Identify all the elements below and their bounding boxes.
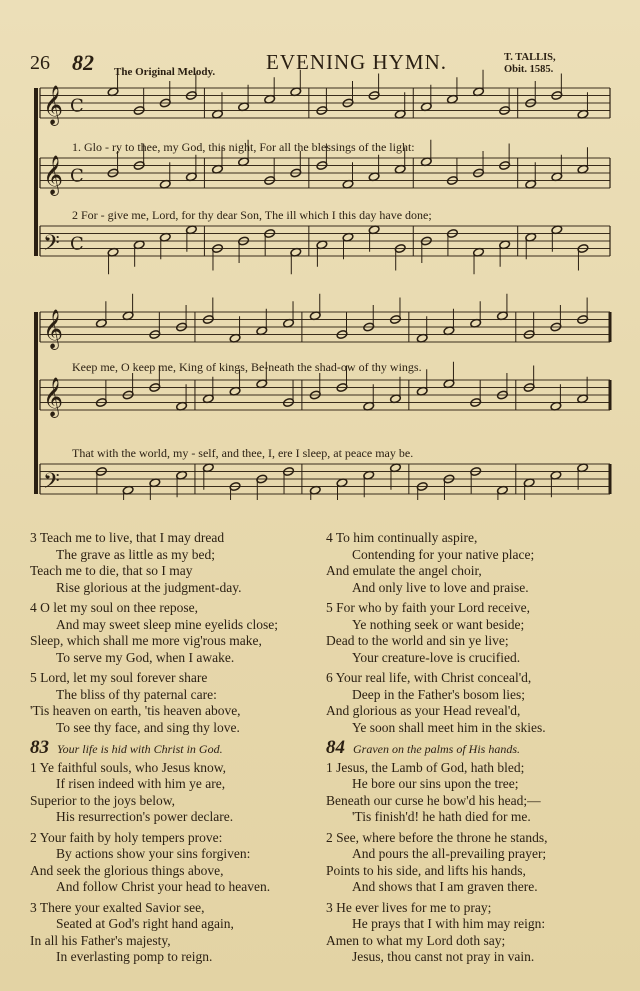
page-title: EVENING HYMN. [266,50,447,74]
stanza [326,600,616,666]
verse-line: In all his Father's majesty, [30,932,171,948]
hymn-number: 84 [326,737,345,758]
verse-line: And emulate the angel choir, [326,563,482,578]
verse-line: Rise glorious at the judgment-day. [56,579,242,595]
melody-note: The Original Melody. [114,66,216,78]
common-time: C [70,233,84,255]
stanza [326,900,616,966]
verse-line: And may sweet sleep mine eyelids close; [56,616,278,632]
verse-line: Beneath our curse he bow'd his head;— [326,792,541,808]
verse-line: 3 Teach me to live, that I may dread [30,530,225,545]
verse-line: 2 See, where before the throne he stands, [326,829,548,845]
common-time: C [70,165,84,187]
verse-line: And only live to love and praise. [352,579,529,595]
verse-line: 1 Jesus, the Lamb of God, hath bled; [326,759,525,775]
verse-line: Amen to what my Lord doth say; [326,932,506,948]
verse-line: The grave as little as my bed; [56,546,215,562]
verse-line: Ye nothing seek or want beside; [352,616,525,632]
verse-line: And shows that I am graven there. [352,879,538,894]
verse-line: 5 For who by faith your Lord receive, [326,600,530,615]
stanza [30,760,315,826]
verse-line: And seek the glorious things above, [30,862,224,878]
right-column [326,530,616,970]
hymn-83-heading [30,737,315,758]
verse-line: 'Tis heaven on earth, 'tis heaven above, [30,703,241,718]
verse-line: Dead to the world and sin ye live; [326,633,509,648]
stanza [326,830,616,896]
treble-clef: 𝄞 [43,155,64,195]
verse-line: And follow Christ your head to heaven. [56,879,271,894]
hymn-subtitle: Your life is hid with Christ in God. [57,742,223,756]
verse-line: Your creature-love is crucified. [352,649,521,665]
verse-line: 4 To him continually aspire, [326,530,478,545]
verse-line: 5 Lord, let my soul forever share [30,670,208,685]
verse-line: If risen indeed with him ye are, [56,776,226,791]
verse-line: The bliss of thy paternal care: [56,686,217,702]
stanza [30,830,315,896]
hymn-subtitle: Graven on the palms of His hands. [353,742,520,756]
stanza [326,670,616,736]
verse-line: 2 Your faith by holy tempers prove: [30,829,223,845]
verse-line: Contending for your native place; [352,546,535,562]
treble-clef: 𝄞 [43,85,64,125]
verse-line: He bore our sins upon the tree; [352,776,519,791]
verse-line: Points to his side, and lifts his hands, [326,862,526,878]
verse-line: Superior to the joys below, [30,792,175,808]
lyric-system1-verse1: 1. Glo - ry to thee, my God, this night, For all the blessings of the light: [72,140,415,154]
verse-line: And glorious as your Head reveal'd, [326,703,521,718]
verse-line: Sleep, which shall me more vig'rous make, [30,633,262,648]
verse-line: He prays that I with him may reign: [352,916,546,931]
verse-line: 6 Your real life, with Christ conceal'd, [326,670,532,685]
stanza [326,760,616,826]
verse-line: Ye soon shall meet him in the skies. [352,719,546,735]
stanza [326,530,616,596]
hymn-84-heading [326,737,616,758]
verse-line: 1 Ye faithful souls, who Jesus know, [30,759,227,775]
stanza [30,670,315,736]
verse-line: In everlasting pomp to reign. [56,949,213,964]
bass-clef: 𝄢 [43,231,60,261]
verse-line: 3 He ever lives for me to pray; [326,899,492,915]
verse-line: And pours the all-prevailing prayer; [352,846,547,861]
verse-line: To serve my God, when I awake. [56,649,235,665]
common-time: C [70,95,84,117]
stanza [30,530,315,596]
lyric-system1-verse2: 2 For - give me, Lord, for thy dear Son, The ill which I this day have done; [72,208,432,222]
stanza [30,900,315,966]
hymn-number: 83 [30,737,49,758]
lyric-system2-verse2: That with the world, my - self, and thee, I, ere I sleep, at peace may be. [72,446,414,460]
verse-line: 4 O let my soul on thee repose, [30,600,198,615]
verse-line: His resurrection's power declare. [56,809,234,824]
verse-line: To see thy face, and sing thy love. [56,719,240,735]
verse-line: Teach me to die, that so I may [30,563,193,578]
left-column [30,530,315,970]
verse-line: Jesus, thou canst not pray in vain. [352,949,535,964]
treble-clef: 𝄞 [43,309,64,349]
composer-date: Obit. 1585. [504,64,554,75]
verse-line: 3 There your exalted Savior see, [30,899,205,915]
verse-line: Seated at God's right hand again, [56,916,234,931]
verse-line: By actions show your sins forgiven: [56,846,251,861]
bass-clef: 𝄢 [43,469,60,499]
verse-line: Deep in the Father's bosom lies; [352,686,526,702]
treble-clef: 𝄞 [43,377,64,417]
lyric-system2-verse1: Keep me, O keep me, King of kings, Be-neath the shad-ow of thy wings. [72,360,422,374]
verse-line: 'Tis finish'd! he hath died for me. [352,809,531,824]
stanza [30,600,315,666]
hymn-number: 82 [72,50,94,75]
composer-name: T. TALLIS, [504,52,556,63]
page-number: 26 [30,52,50,74]
